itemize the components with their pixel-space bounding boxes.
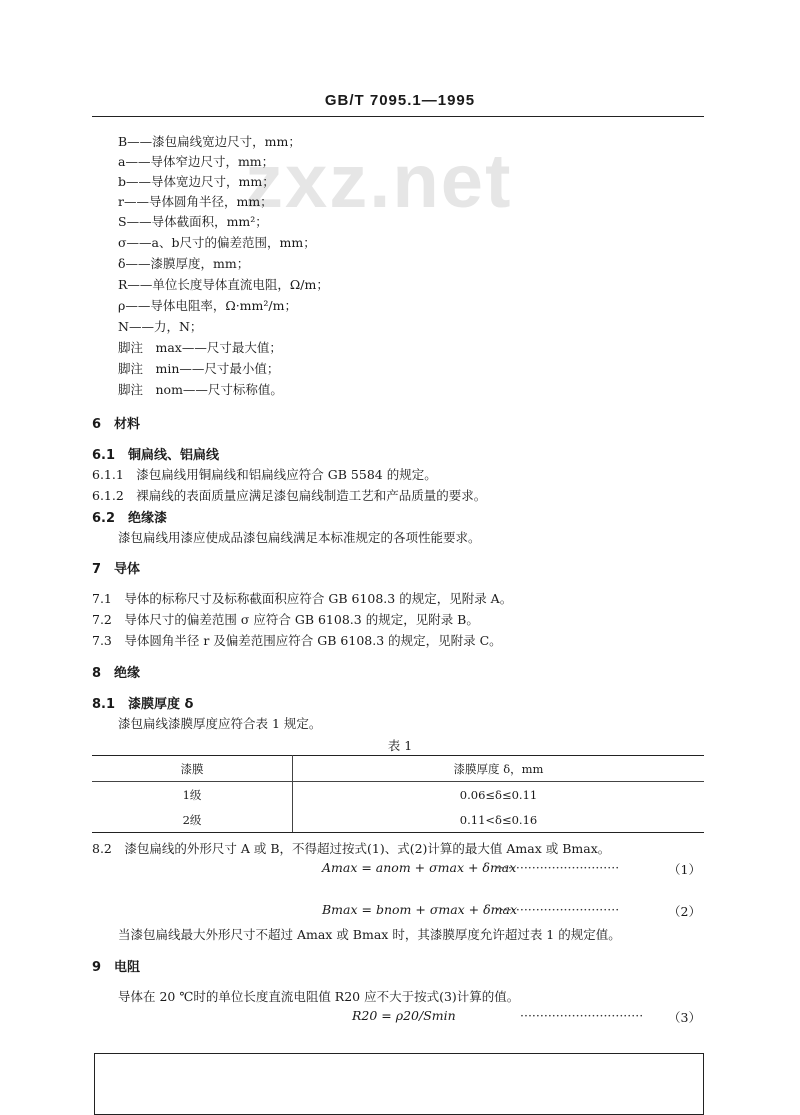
formula-number: （2） bbox=[668, 904, 701, 919]
formula-number: （3） bbox=[668, 1010, 701, 1025]
leader-dots: ······························· bbox=[496, 860, 620, 875]
clause-text: 漆包扁线漆膜厚度应符合表 1 规定。 bbox=[118, 716, 322, 731]
formula-2: Bmax = bnom + σmax + δmax bbox=[322, 902, 518, 917]
clause-text: 8.2 漆包扁线的外形尺寸 A 或 B，不得超过按式(1)、式(2)计算的最大值 Amax 或 Bmax。 bbox=[92, 841, 611, 856]
table-cell: 2级 bbox=[92, 807, 293, 833]
symbol-line: N——力，N； bbox=[118, 319, 203, 334]
clause-text: 6.1.2 裸扁线的表面质量应满足漆包扁线制造工艺和产品质量的要求。 bbox=[92, 488, 487, 503]
section-heading: 6 材料 bbox=[92, 417, 141, 432]
header-rule bbox=[92, 116, 704, 117]
clause-text: 7.3 导体圆角半径 r 及偏差范围应符合 GB 6108.3 的规定，见附录 C。 bbox=[92, 633, 502, 648]
clause-text: 导体在 20 ℃时的单位长度直流电阻值 R20 应不大于按式(3)计算的值。 bbox=[118, 989, 520, 1004]
table-header-cell: 漆膜 bbox=[92, 756, 293, 782]
clause-text: 7.2 导体尺寸的偏差范围 σ 应符合 GB 6108.3 的规定，见附录 B。 bbox=[92, 612, 479, 627]
formula-3: R20 = ρ20/Smin bbox=[352, 1008, 456, 1023]
table-cell: 0.11<δ≤0.16 bbox=[293, 807, 705, 833]
symbol-line: σ——a、b尺寸的偏差范围，mm； bbox=[118, 235, 316, 250]
symbol-line: 脚注 min——尺寸最小值； bbox=[118, 361, 280, 376]
standard-header: GB/T 7095.1—1995 bbox=[324, 92, 476, 109]
subsection-heading: 6.2 绝缘漆 bbox=[92, 511, 168, 526]
leader-dots: ······························· bbox=[520, 1008, 644, 1023]
table-cell: 1级 bbox=[92, 782, 293, 808]
symbol-line: b——导体宽边尺寸，mm； bbox=[118, 174, 275, 189]
table-row bbox=[92, 807, 704, 833]
section-heading: 9 电阻 bbox=[92, 960, 141, 975]
symbol-line: R——单位长度导体直流电阻，Ω/m； bbox=[118, 277, 329, 292]
leader-dots: ······························· bbox=[496, 902, 620, 917]
clause-text: 当漆包扁线最大外形尺寸不超过 Amax 或 Bmax 时，其漆膜厚度允许超过表 1 的规定值。 bbox=[118, 927, 621, 942]
symbol-line: r——导体圆角半径，mm； bbox=[118, 194, 273, 209]
subsection-heading: 8.1 漆膜厚度 δ bbox=[92, 697, 194, 712]
clause-text: 漆包扁线用漆应使成品漆包扁线满足本标准规定的各项性能要求。 bbox=[118, 530, 481, 545]
section-heading: 8 绝缘 bbox=[92, 666, 141, 681]
table-header-cell: 漆膜厚度 δ，mm bbox=[293, 756, 705, 782]
formula-1: Amax = anom + σmax + δmax bbox=[322, 860, 517, 875]
table-row bbox=[92, 782, 704, 808]
symbol-line: a——导体窄边尺寸，mm； bbox=[118, 154, 275, 169]
section-heading: 7 导体 bbox=[92, 562, 141, 577]
symbol-line: 脚注 max——尺寸最大值； bbox=[118, 340, 282, 355]
symbol-line: 脚注 nom——尺寸标称值。 bbox=[118, 382, 283, 397]
clause-text: 7.1 导体的标称尺寸及标称截面积应符合 GB 6108.3 的规定，见附录 A。 bbox=[92, 591, 513, 606]
formula-number: （1） bbox=[668, 862, 701, 877]
symbol-line: B——漆包扁线宽边尺寸，mm； bbox=[118, 134, 301, 149]
table-cell: 0.06≤δ≤0.11 bbox=[459, 787, 538, 802]
watermark: zxz.net bbox=[245, 139, 513, 224]
bottom-frame bbox=[94, 1053, 704, 1115]
symbol-line: δ——漆膜厚度，mm； bbox=[118, 256, 250, 271]
symbol-line: S——导体截面积，mm²； bbox=[118, 214, 268, 229]
table-1 bbox=[92, 755, 704, 833]
symbol-line: ρ——导体电阻率，Ω·mm²/m； bbox=[118, 298, 297, 313]
subsection-heading: 6.1 铜扁线、铝扁线 bbox=[92, 448, 220, 463]
table-title: 表 1 bbox=[387, 738, 413, 753]
clause-text: 6.1.1 漆包扁线用铜扁线和铝扁线应符合 GB 5584 的规定。 bbox=[92, 467, 437, 482]
